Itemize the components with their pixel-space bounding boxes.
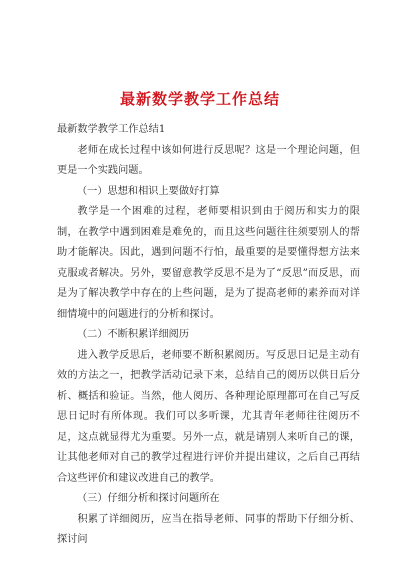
document-body bbox=[57, 118, 360, 551]
section-heading: 最新数学教学工作总结1 bbox=[57, 124, 166, 135]
subheading-1: （一）思想和相识上要做好打算 bbox=[77, 185, 220, 197]
paragraph-3: 积累了详细阅历，应当在指导老师、同事的帮助下仔细分析、探讨问 bbox=[57, 513, 360, 545]
subheading-3: （三）仔细分析和探讨问题所在 bbox=[77, 493, 220, 504]
paragraph-1: 教学是一个困难的过程，老师要相识到由于阅历和实力的限制，在教学中遇到困难是难免的，而且这些问题往往须要别人的帮助才能解决。因此，遇到问题不行怕，最重要的是要懂得想方法来克服或者解决。另外，要留意教学反思不是为了“反思”而反思，而是为了解决教学中存在的上些问题，是为了提高老师的素养而对详细情境中的问题进行的分析和探讨。 bbox=[57, 206, 360, 320]
paragraph-2: 进入教学反思后，老师要不断积累阅历。写反思日记是主动有效的方法之一，把教学活动记录下来，总结自己的阅历以供日后分析、概括和验证。当然，他人阅历、各种理论原理都可在自己写反思日记时有所体现。我们可以多听课，尤其青年老师往往阅历不足，这点就显得尤为重要。另外一点，就是请别人来听自己的课，让其他老师对自己的教学过程进行评价并提出建议，之后自己再结合这些评价和建议改进自己的教学。 bbox=[57, 349, 360, 484]
paragraph-intro: 老师在成长过程中该如何进行反思呢？这是一个理论问题，但更是一个实践问题。 bbox=[57, 144, 360, 176]
document-title: 最新数学教学工作总结 bbox=[119, 90, 280, 108]
subheading-2: （二）不断积累详细阅历 bbox=[77, 329, 190, 340]
